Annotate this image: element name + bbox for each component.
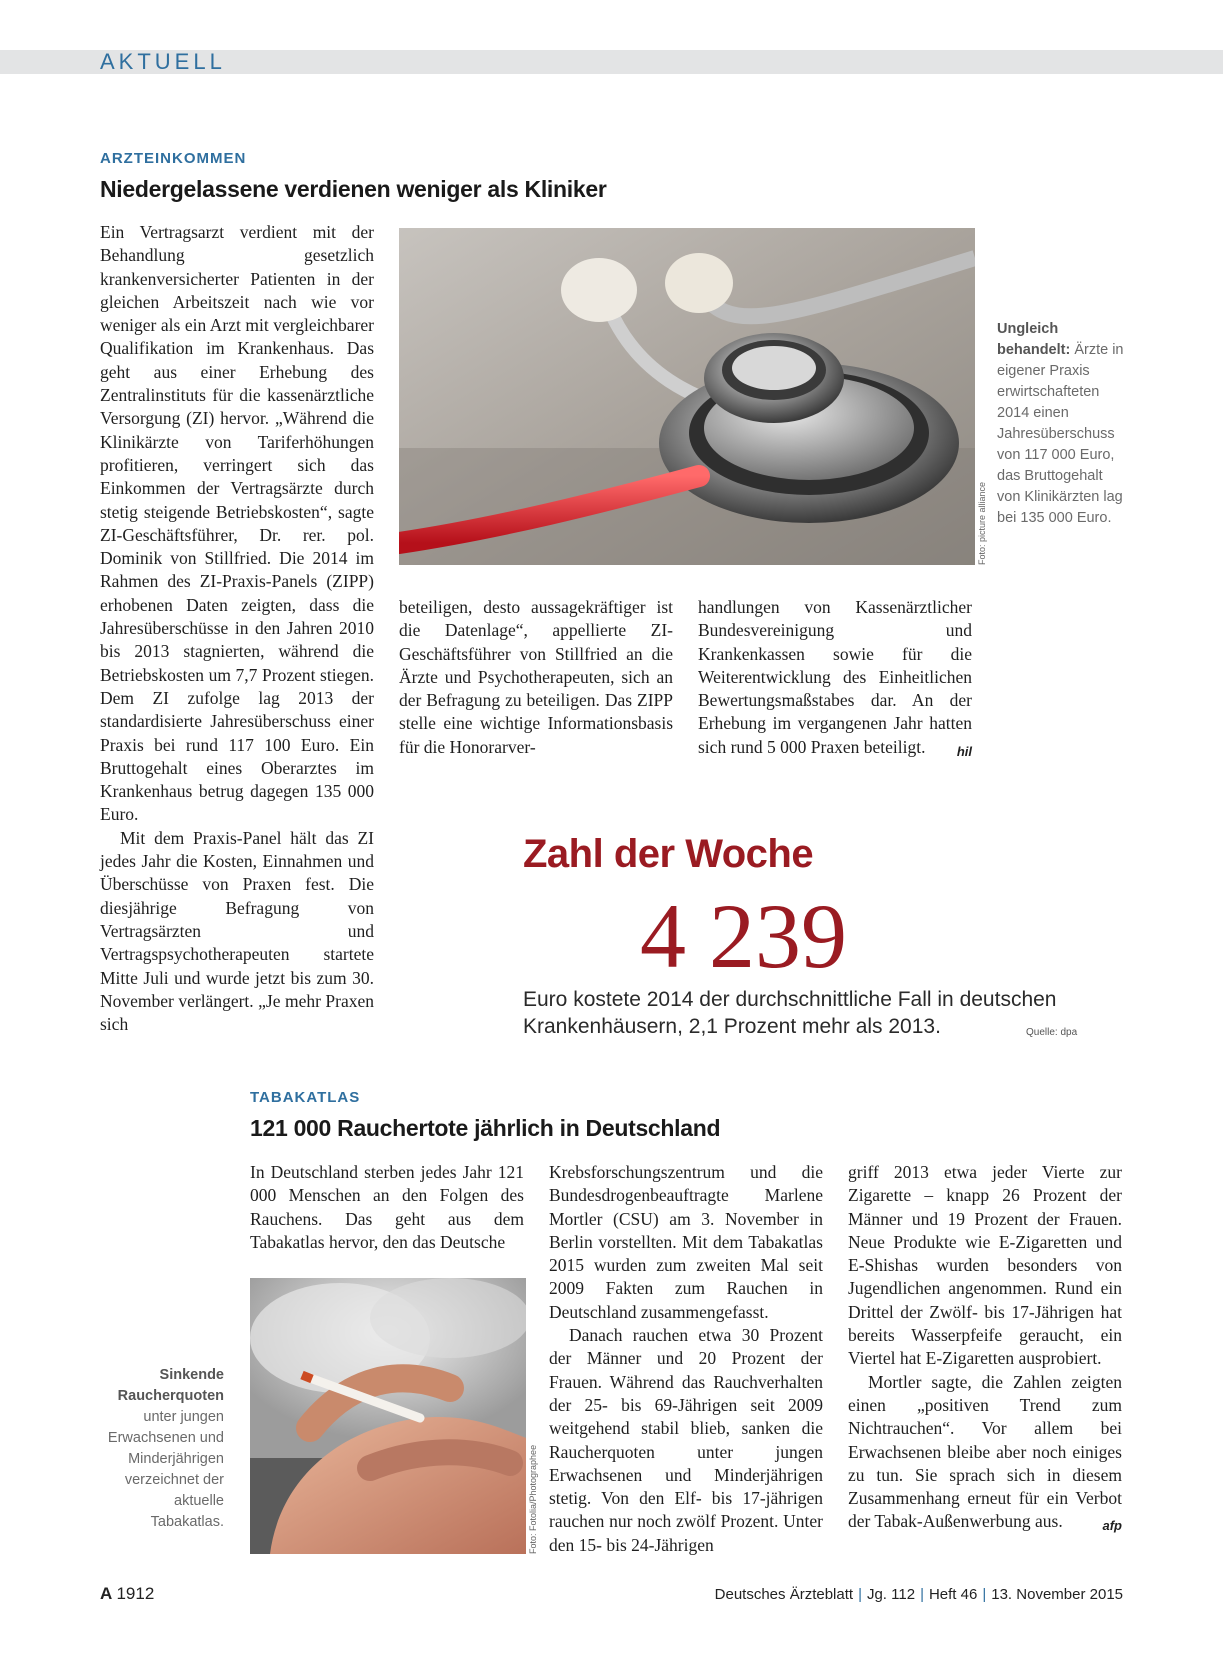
article1-headline: Niedergelassene verdienen weniger als Kliniker [100,176,607,202]
zahl-der-woche-source: Quelle: dpa [1026,1027,1078,1038]
journal-volume: Jg. 112 [866,1586,916,1603]
article2-photo-credit: Foto: Fotolia/Photographee [528,1444,538,1554]
article2-col3-text: Mortler sagte, die Zahlen zeigten einen „positiven Trend zum Nichtrauchen“. Vor allem bei Erwachsenen bleibe aber noch einiges zu tun. Sie sprach sich in diesem Zusammenhang erneut für ein Verbot der Tabak-Außenwerbung aus. [848,1371,1122,1532]
article1-col3-paragraph [698,596,972,759]
cigarette-photo [250,1278,526,1554]
journal-date: 13. November 2015 [991,1586,1123,1603]
article2-caption-bold: Sinkende Raucherquoten [117,1367,224,1404]
article2-caption-text: unter jungen Erwachsenen und Minderjährigen verzeichnet der aktuelle Tabakatlas. [107,1409,224,1530]
article2-column-3 [848,1161,1122,1538]
journal-issue: Heft 46 [928,1586,978,1603]
article2-col2-paragraph-2: Danach rauchen etwa 30 Prozent der Männer und 20 Prozent der Frauen. Während das Rauchverhalten der 25- bis 69-Jährigen seit 2009 weitgehend stabil blieb, sanken die Raucherquoten unter jungen Erwachsenen und Minderjährigen stetig. Von den Elf- bis 17-jährigen rauchen nur noch zwölf Prozent. Unter den 15- bis 24-Jährigen [549,1325,823,1555]
article2-col3-paragraph-1: griff 2013 etwa jeder Vierte zur Zigarette – knapp 26 Prozent der Männer und 19 Prozent der Frauen. Neue Produkte wie E-Zigaretten und E-Shishas wurden besonders von Jugendlichen angenommen. Rund ein Drittel der Zwölf- bis 17-Jährigen hat bereits Wasserpfeife geraucht, ein Viertel hat E-Zigaretten ausprobiert. [848,1162,1122,1369]
article2-signature: afp [1102,1518,1122,1534]
footer-separator: | [920,1586,924,1603]
article2-col1-paragraph: In Deutschland sterben jedes Jahr 121 000 Menschen an den Folgen des Rauchens. Das geht aus dem Tabakatlas hervor, den das Deutsche [250,1162,524,1252]
page-number [100,1584,154,1604]
journal-name: Deutsches Ärzteblatt [714,1586,854,1603]
footer-separator: | [858,1586,862,1603]
footer-separator: | [982,1586,987,1603]
article2-col3-paragraph-2 [848,1371,1122,1534]
zahl-der-woche-number: 4 239 [640,885,847,987]
article2-column-2 [549,1161,823,1557]
article1-column-1 [100,221,374,1036]
article1-photo-credit: Foto: picture alliance [977,481,987,565]
article1-column-3 [698,596,972,763]
article1-col1-paragraph-1: Ein Vertragsarzt verdient mit der Behandlung gesetzlich krankenversicherter Patienten in der gleichen Arbeitszeit nach wie vor weniger als ein Arzt mit vergleichbarer Qualifikation im Krankenhaus. Das geht aus einer Erhebung des Zentralinstituts für die kassenärztliche Versorgung (ZI) hervor. „Während die Klinikärzte von Tariferhöhungen profitieren, verringert sich das Einkommen der Vertragsärzte durch stetig steigende Betriebskosten“, sagte ZI-Geschäftsführer, Dr. rer. pol. Dominik von Stillfried. Die 2014 im Rahmen des ZI-Praxis-Panels (ZIPP) erhobenen Daten zeigten, dass die Jahresüberschüsse in den Jahren 2010 bis 2013 stagnierten, während die Betriebskosten um 7,7 Prozent stiegen. Dem ZI zufolge lag 2013 der standardisierte Jahresüberschuss einer Praxis bei rund 117 100 Euro. Ein Bruttogehalt eines Oberarztes im Krankenhaus betrug dagegen 135 000 Euro. [100,222,374,825]
journal-footer [715,1586,1123,1603]
zahl-der-woche-text: Euro kostete 2014 der durchschnittliche Fall in deutschen Krankenhäusern, 2,1 Prozent mehr als 2013. [523,988,1057,1038]
page-number-value: 1912 [116,1584,155,1603]
zahl-der-woche-title: Zahl der Woche [523,832,814,876]
article2-caption [100,1365,224,1533]
article1-col3-text: handlungen von Kassenärztlicher Bundesvereinigung und Krankenkassen sowie für die Weiterentwicklung des Einheitlichen Bewertungsmaßstabes dar. An der Erhebung im vergangenen Jahr hatten sich rund 5 000 Praxen beteiligt. [698,597,972,757]
article1-column-2 [399,596,673,759]
article1-col2-paragraph: beteiligen, desto aussagekräftiger ist die Datenlage“, appellierte ZI-Geschäftsführer von Stillfried an die Ärzte und Psychotherapeuten, sich an der Befragung zu beteiligen. Das ZIPP stelle eine wichtige Informationsbasis für die Honorarver- [399,597,673,757]
article2-headline: 121 000 Rauchertote jährlich in Deutschland [250,1115,721,1141]
page-prefix: A [100,1584,113,1603]
article2-column-1 [250,1161,524,1254]
article1-caption [997,319,1125,529]
article1-signature: hil [956,743,972,759]
article1-kicker: ARZTEINKOMMEN [100,150,247,167]
stethoscope-photo [399,228,975,565]
article2-kicker: TABAKATLAS [250,1089,361,1106]
article1-caption-text: Ärzte in eigener Praxis erwirtschafteten 2014 einen Jahresüberschuss von 117 000 Euro, das Bruttogehalt von Klinikärzten lag bei 135 000 Euro. [997,342,1124,526]
article2-col2-paragraph-1: Krebsforschungszentrum und die Bundesdrogenbeauftragte Marlene Mortler (CSU) am 3. November in Berlin vorstellten. Mit dem Tabakatlas 2015 wurden zum zweiten Mal seit 2009 Fakten zum Rauchen in Deutschland zusammengefasst. [549,1162,823,1322]
section-label: AKTUELL [100,49,226,74]
article1-col1-paragraph-2: Mit dem Praxis-Panel hält das ZI jedes Jahr die Kosten, Einnahmen und Überschüsse von Praxen fest. Die diesjährige Befragung von Vertragsärzten und Vertragspsychotherapeuten startete Mitte Juli und wurde jetzt bis zum 30. November verlängert. „Je mehr Praxen sich [100,827,374,1035]
article1-caption-bold: Ungleich behandelt: [997,321,1071,358]
